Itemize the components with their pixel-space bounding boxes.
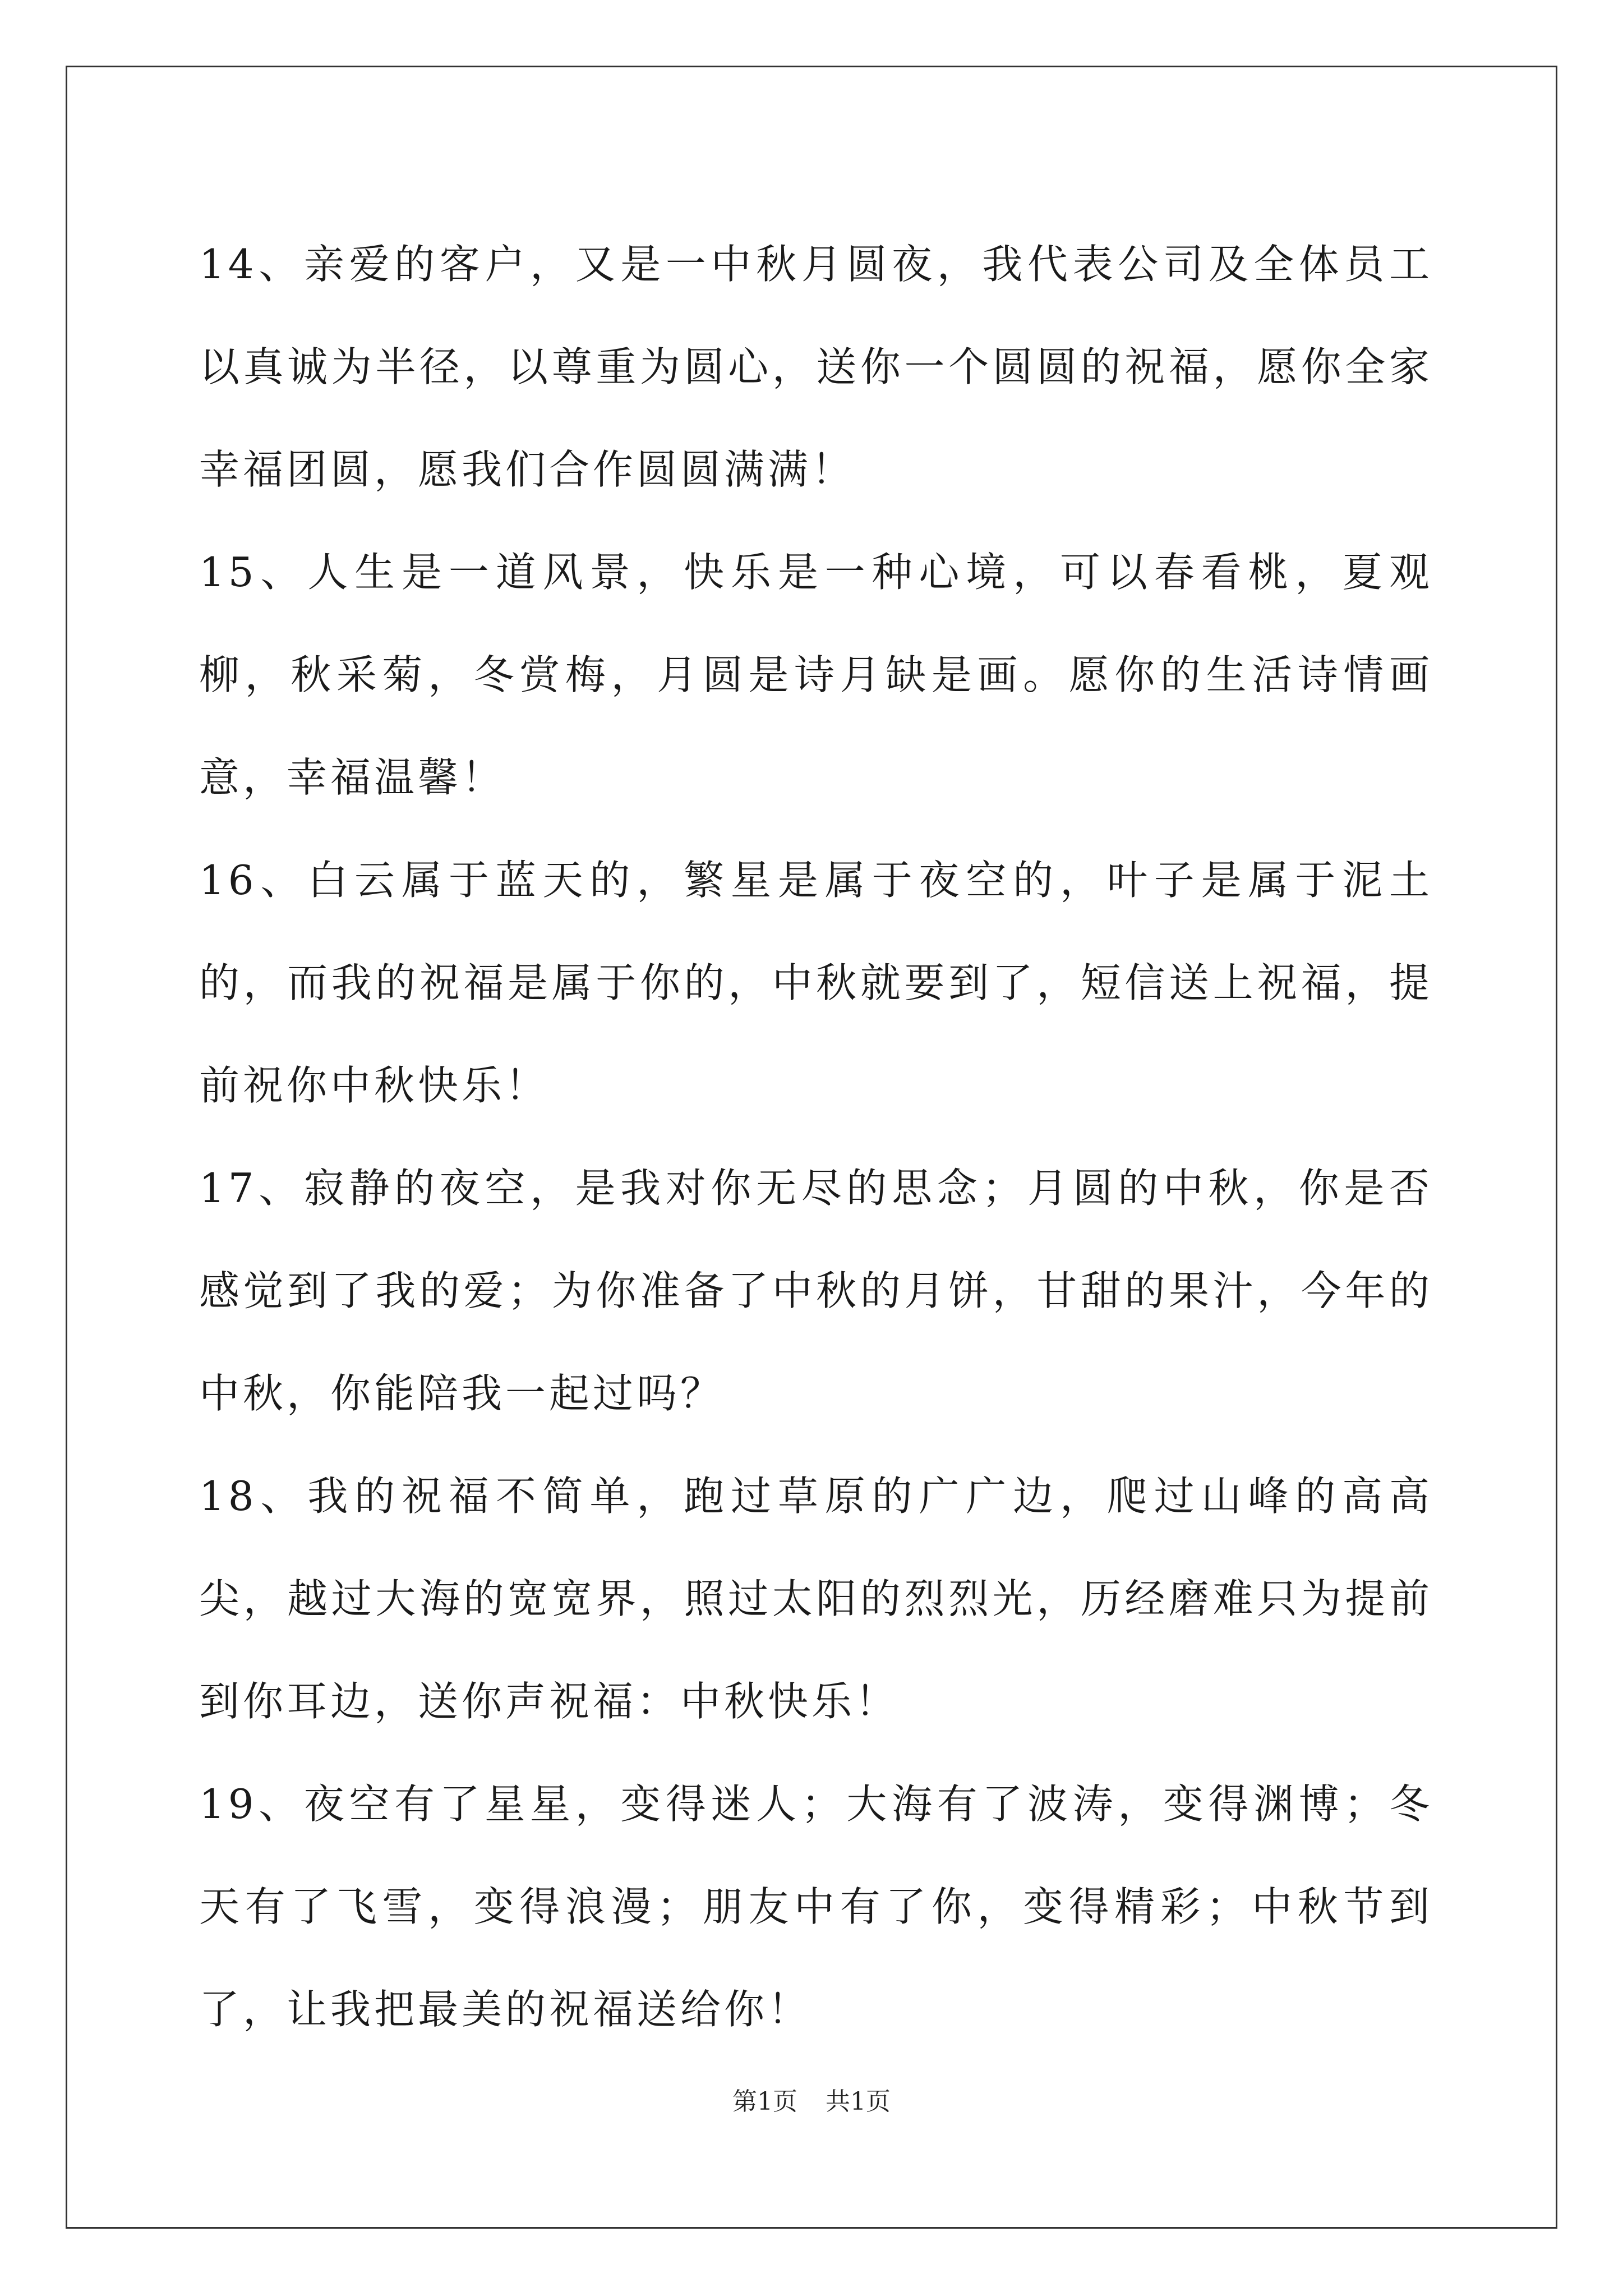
paragraph-17: 17、寂静的夜空，是我对你无尽的思念；月圆的中秋，你是否感觉到了我的爱；为你准备了中秋的月饼，甘甜的果汁，今年的中秋，你能陪我一起过吗？ bbox=[199, 1165, 1433, 1417]
paragraph-19: 19、夜空有了星星，变得迷人；大海有了波涛，变得渊博；冬天有了飞雪，变得浪漫；朋友中有了你，变得精彩；中秋节到了，让我把最美的祝福送给你！ bbox=[199, 1780, 1433, 2033]
paragraph-16: 16、白云属于蓝天的，繁星是属于夜空的，叶子是属于泥土的，而我的祝福是属于你的，中秋就要到了，短信送上祝福，提前祝你中秋快乐！ bbox=[199, 857, 1433, 1109]
page-footer bbox=[0, 2081, 1623, 2117]
page-count: 共1页 bbox=[826, 2087, 891, 2116]
document-body bbox=[199, 213, 1433, 2061]
paragraph-14: 14、亲爱的客户，又是一中秋月圆夜，我代表公司及全体员工以真诚为半径，以尊重为圆心，送你一个圆圆的祝福，愿你全家幸福团圆，愿我们合作圆圆满满！ bbox=[199, 241, 1433, 493]
page-number: 第1页 bbox=[732, 2087, 797, 2116]
paragraph-18: 18、我的祝福不简单，跑过草原的广广边，爬过山峰的高高尖，越过大海的宽宽界，照过太阳的烈烈光，历经磨难只为提前到你耳边，送你声祝福：中秋快乐！ bbox=[199, 1473, 1433, 1725]
paragraph-15: 15、人生是一道风景，快乐是一种心境，可以春看桃，夏观柳，秋采菊，冬赏梅，月圆是诗月缺是画。愿你的生活诗情画意，幸福温馨！ bbox=[199, 549, 1433, 801]
